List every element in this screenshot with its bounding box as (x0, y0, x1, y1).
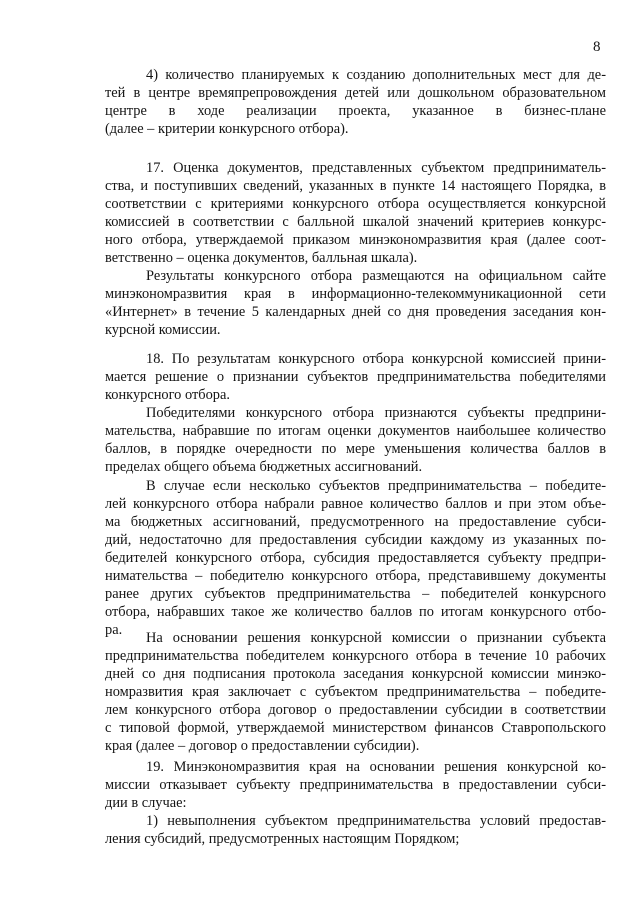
text-line: дней со дня подписания протокола заседания конкурсной комиссии минэко- (105, 666, 606, 682)
page-number: 8 (593, 39, 601, 55)
text-line: 18. По результатам конкурсного отбора конкурсной комиссией прини- (146, 351, 606, 367)
text-line: ления субсидий, предусмотренных настоящим Порядком; (105, 831, 460, 847)
text-line: 17. Оценка документов, представленных субъектом предприниматель- (146, 160, 606, 176)
text-line: мательства, набравшие по итогам оценки документов наибольшее количество (105, 423, 606, 439)
text-line: «Интернет» в течение 5 календарных дней со дня проведения заседания кон- (105, 304, 606, 320)
text-line: Результаты конкурсного отбора размещаются на официальном сайте (146, 268, 606, 284)
text-line: края (далее – договор о предоставлении субсидии). (105, 738, 420, 754)
text-line: тей в центре времяпрепровождения детей или дошкольном образовательном (105, 85, 606, 101)
text-line: дий, недостаточно для предоставления субсидии каждому из указанных по- (105, 532, 606, 548)
text-line: соответствии с критериями конкурсного отбора осуществляется конкурсной (105, 196, 606, 212)
text-line: бедителей конкурсного отбора, субсидия предоставляется субъекту предпри- (105, 550, 606, 566)
text-line: центре в ходе реализации проекта, указанное в бизнес-плане (105, 103, 606, 119)
text-line: номразвития края заключает с субъектом предпринимательства – победите- (105, 684, 606, 700)
text-line: курсной комиссии. (105, 322, 221, 338)
text-line: предпринимательства победителем конкурсного отбора в течение 10 рабочих (105, 648, 606, 664)
text-line: 4) количество планируемых к созданию дополнительных мест для де- (146, 67, 606, 83)
text-line: пределах общего объема бюджетных ассигнований. (105, 459, 423, 475)
text-line: комиссией в соответствии с балльной шкалой значений критериев конкурс- (105, 214, 606, 230)
text-line: ра. (105, 622, 123, 638)
text-line: с типовой формой, утверждаемой министерством финансов Ставропольского (105, 720, 606, 736)
text-line: Победителями конкурсного отбора признаются субъекты предприни- (146, 405, 606, 421)
text-line: мается решение о признании субъектов предпринимательства победителями (105, 369, 606, 385)
text-line: ного отбора, утверждаемой приказом минэкономразвития края (далее соот- (105, 232, 606, 248)
text-line: ранее других субъектов предпринимательства – победителей конкурсного (105, 586, 606, 602)
text-line: (далее – критерии конкурсного отбора). (105, 121, 349, 137)
text-line: 1) невыполнения субъектом предпринимательства условий предостав- (146, 813, 606, 829)
text-line: 19. Минэкономразвития края на основании решения конкурсной ко- (146, 759, 606, 775)
text-line: лем конкурсного отбора договор о предоставлении субсидии в соответствии (105, 702, 606, 718)
text-line: нимательства – победителю конкурсного отбора, представившему документы (105, 568, 606, 584)
text-line: минэкономразвития края в информационно-телекоммуникационной сети (105, 286, 606, 302)
text-line: ства, и поступивших сведений, указанных в пункте 14 настоящего Порядка, в (105, 178, 606, 194)
text-line: конкурсного отбора. (105, 387, 230, 403)
text-line: дии в случае: (105, 795, 187, 811)
text-line: лей конкурсного отбора набрали равное количество баллов и при этом объе- (105, 496, 606, 512)
text-line: отбора, набравших такое же количество баллов по итогам конкурсного отбо- (105, 604, 606, 620)
text-line: В случае если несколько субъектов предпринимательства – победите- (146, 478, 606, 494)
text-line: баллов, в порядке очередности по мере уменьшения количества баллов в (105, 441, 606, 457)
text-line: ветственно – оценка документов, балльная шкала). (105, 250, 418, 266)
text-line: миссии отказывает субъекту предпринимательства в предоставлении субси- (105, 777, 606, 793)
text-line: ма бюджетных ассигнований, предусмотренного на предоставление субси- (105, 514, 606, 530)
text-line: На основании решения конкурсной комиссии о признании субъекта (146, 630, 606, 646)
